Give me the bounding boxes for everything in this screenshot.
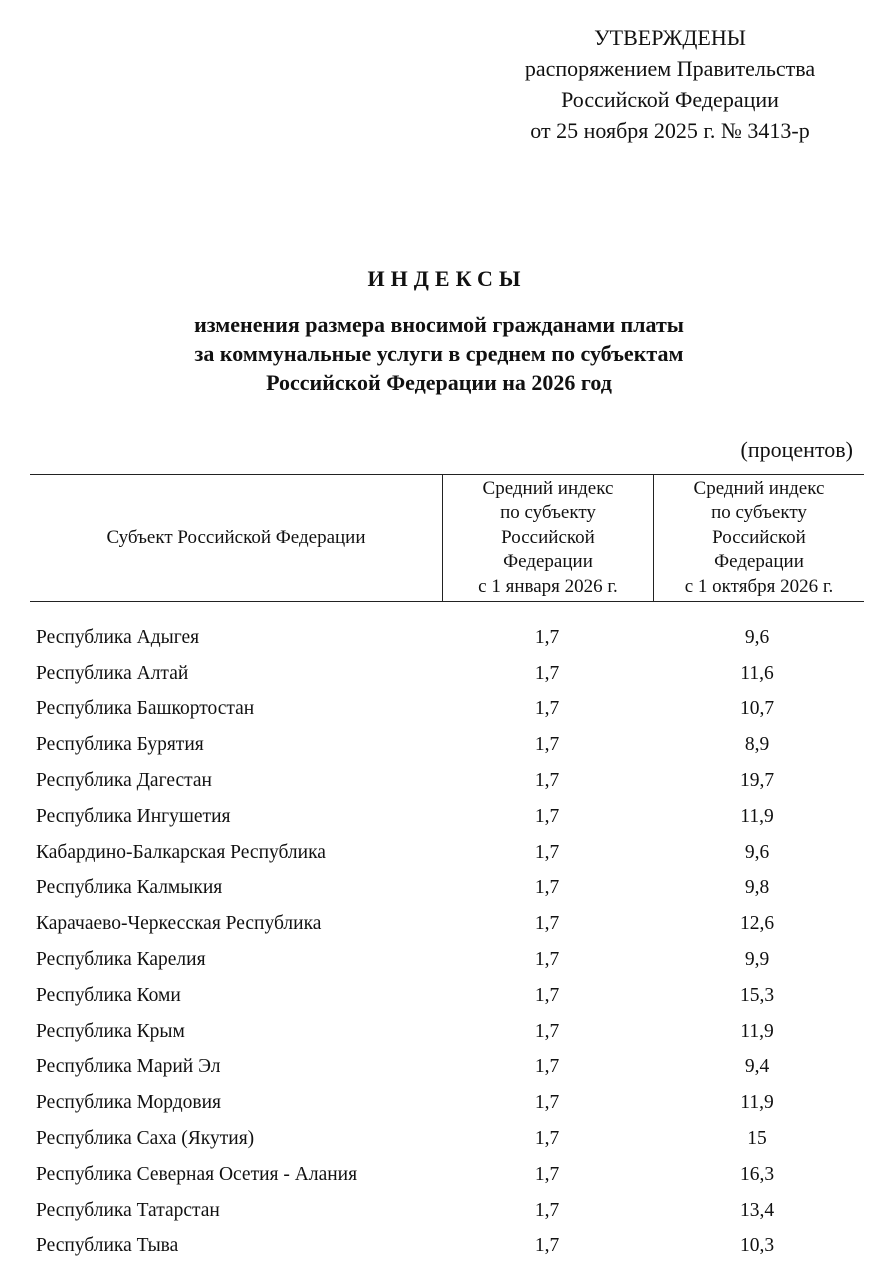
october-index-cell: 11,9 (740, 1020, 774, 1042)
region-name-cell: Республика Коми (36, 984, 181, 1006)
region-name-cell: Республика Крым (36, 1020, 185, 1042)
region-name-cell: Республика Северная Осетия - Алания (36, 1163, 358, 1185)
october-index-cell: 9,8 (744, 877, 770, 899)
table-row (30, 1157, 864, 1193)
region-name-cell: Республика Алтай (36, 662, 189, 684)
header-january-line: по субъекту (500, 502, 596, 524)
table-row (30, 1193, 864, 1229)
region-name-cell: Кабардино-Балкарская Республика (36, 841, 326, 863)
region-name-cell: Республика Ингушетия (36, 805, 231, 827)
january-index-cell: 1,7 (534, 805, 560, 827)
subtitle-line-2: за коммунальные услуги в среднем по субъектам (194, 341, 684, 366)
header-january-index (442, 475, 653, 601)
region-name-cell: Карачаево-Черкесская Республика (36, 913, 322, 935)
table-row (30, 1121, 864, 1157)
october-index-cell: 12,6 (739, 913, 775, 935)
january-index-cell: 1,7 (534, 662, 560, 684)
subtitle-line-1: изменения размера вносимой гражданами платы (194, 312, 684, 337)
table-row (30, 1014, 864, 1050)
header-october-line: по субъекту (711, 502, 807, 524)
region-name-cell: Республика Дагестан (36, 770, 212, 792)
october-index-cell: 15 (747, 1128, 767, 1150)
header-october-line: Средний индекс (693, 477, 825, 499)
january-index-cell: 1,7 (534, 984, 560, 1006)
october-index-cell: 8,9 (744, 734, 770, 756)
header-january-line: Федерации (503, 551, 593, 573)
header-subject: Субъект Российской Федерации (106, 526, 366, 548)
october-index-cell: 11,9 (740, 1092, 774, 1114)
october-index-cell: 9,9 (744, 949, 770, 971)
header-october-line: Федерации (714, 551, 804, 573)
region-name-cell: Республика Адыгея (36, 626, 200, 648)
table-row (30, 763, 864, 799)
october-index-cell: 10,3 (739, 1235, 775, 1257)
table-row (30, 978, 864, 1014)
october-index-cell: 19,7 (739, 770, 775, 792)
region-name-cell: Республика Карелия (36, 949, 206, 971)
october-index-cell: 13,4 (739, 1199, 775, 1221)
january-index-cell: 1,7 (534, 1020, 560, 1042)
header-january-line: с 1 января 2026 г. (478, 575, 618, 597)
table-row (30, 692, 864, 728)
region-name-cell: Республика Саха (Якутия) (36, 1128, 255, 1150)
approval-line-2: распоряжением Правительства (524, 56, 816, 81)
january-index-cell: 1,7 (534, 949, 560, 971)
subtitle-line-3: Российской Федерации на 2026 год (266, 370, 612, 395)
january-index-cell: 1,7 (534, 913, 560, 935)
october-index-cell: 9,6 (744, 841, 770, 863)
january-index-cell: 1,7 (534, 877, 560, 899)
region-name-cell: Республика Тыва (36, 1235, 179, 1257)
header-january-line: Российской (501, 526, 595, 548)
october-index-cell: 9,4 (744, 1056, 770, 1078)
january-index-cell: 1,7 (534, 1128, 560, 1150)
table-body (30, 620, 864, 1264)
region-name-cell: Республика Башкортостан (36, 698, 255, 720)
region-name-cell: Республика Татарстан (36, 1199, 220, 1221)
document-title: ИНДЕКСЫ (367, 266, 527, 291)
october-index-cell: 10,7 (739, 698, 775, 720)
january-index-cell: 1,7 (534, 698, 560, 720)
table-row (30, 942, 864, 978)
october-index-cell: 11,6 (740, 662, 774, 684)
january-index-cell: 1,7 (534, 1235, 560, 1257)
october-index-cell: 9,6 (744, 626, 770, 648)
january-index-cell: 1,7 (534, 841, 560, 863)
header-january-line: Средний индекс (482, 477, 614, 499)
january-index-cell: 1,7 (534, 1056, 560, 1078)
header-october-index (653, 475, 864, 601)
table-row (30, 906, 864, 942)
approval-line-3: Российской Федерации (561, 87, 779, 112)
table-row (30, 871, 864, 907)
table-row (30, 799, 864, 835)
units-label: (процентов) (740, 437, 853, 462)
october-index-cell: 15,3 (739, 984, 775, 1006)
october-index-cell: 16,3 (739, 1163, 775, 1185)
region-name-cell: Республика Калмыкия (36, 877, 223, 899)
approval-block (470, 22, 870, 146)
approval-heading: УТВЕРЖДЕНЫ (594, 25, 746, 50)
table-header (30, 474, 864, 602)
region-name-cell: Республика Марий Эл (36, 1056, 221, 1078)
region-name-cell: Республика Бурятия (36, 734, 204, 756)
table-row (30, 1085, 864, 1121)
january-index-cell: 1,7 (534, 734, 560, 756)
table-row (30, 1229, 864, 1265)
january-index-cell: 1,7 (534, 1199, 560, 1221)
header-october-line: с 1 октября 2026 г. (684, 575, 834, 597)
january-index-cell: 1,7 (534, 1092, 560, 1114)
january-index-cell: 1,7 (534, 1163, 560, 1185)
october-index-cell: 11,9 (740, 805, 774, 827)
january-index-cell: 1,7 (534, 626, 560, 648)
table-row (30, 727, 864, 763)
document-subtitle (0, 310, 878, 397)
table-row (30, 620, 864, 656)
table-row (30, 1050, 864, 1086)
approval-line-4: от 25 ноября 2025 г. № 3413-р (530, 118, 810, 143)
header-october-line: Российской (712, 526, 806, 548)
table-row (30, 656, 864, 692)
table-row (30, 835, 864, 871)
january-index-cell: 1,7 (534, 770, 560, 792)
region-name-cell: Республика Мордовия (36, 1092, 222, 1114)
